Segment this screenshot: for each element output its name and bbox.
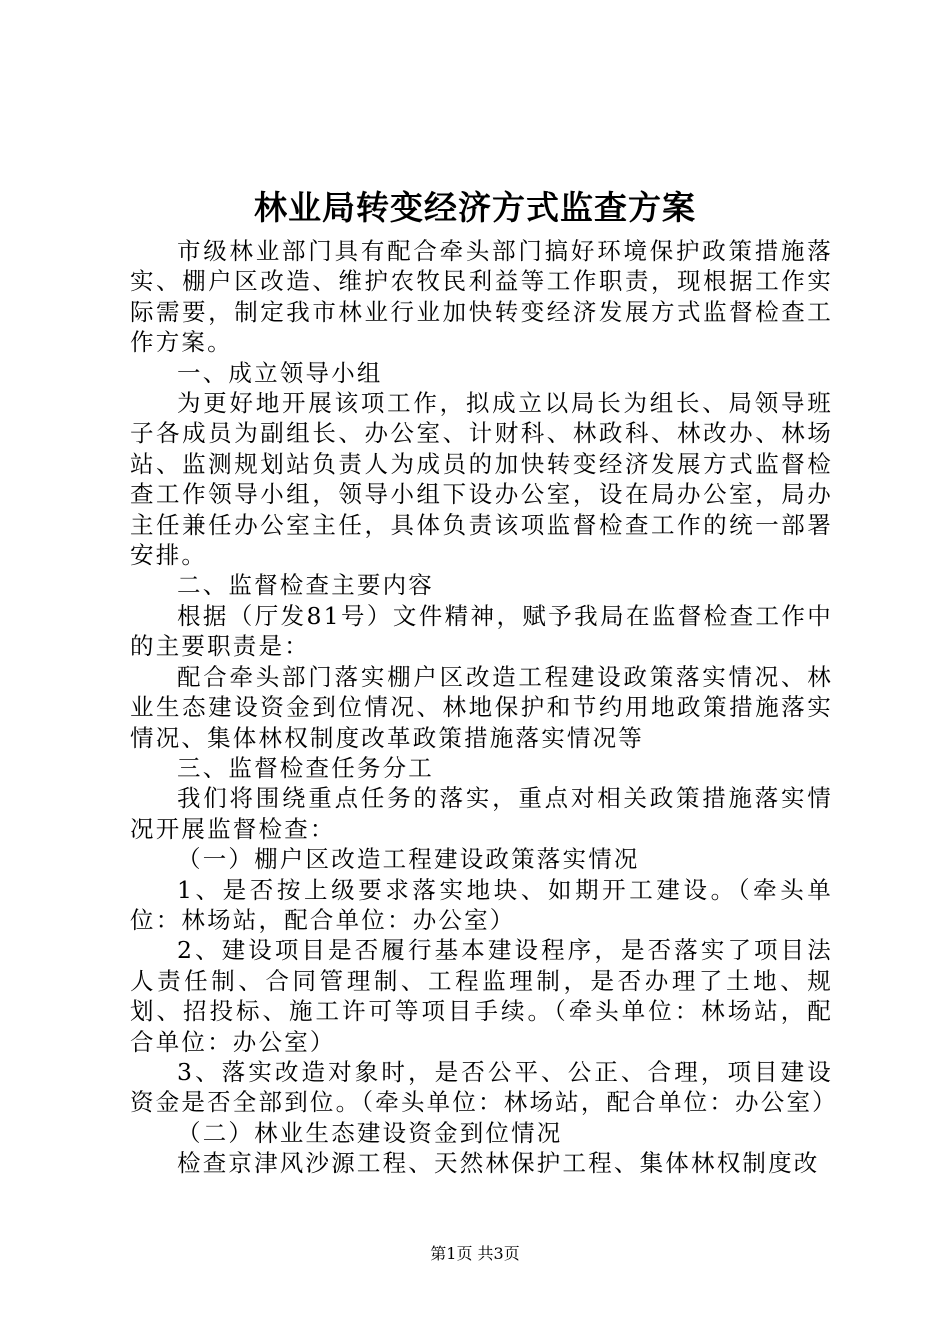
subsection-heading-1: （一）棚户区改造工程建设政策落实情况 [177,845,640,874]
body-paragraph: 根据（厅发81号）文件精神，赋予我局在监督检查工作中的主要职责是： [130,601,833,661]
body-paragraph: 检查京津风沙源工程、天然林保护工程、集体林权制度改 [177,1149,820,1178]
document-body [130,236,838,1179]
body-paragraph: 为更好地开展该项工作，拟成立以局长为组长、局领导班子各成员为副组长、办公室、计财科、林政科、林改办、林场站、监测规划站负责人为成员的加快转变经济发展方式监督检查工作领导小组，领导小组下设办公室，设在局办公室，局办主任兼任办公室主任，具体负责该项监督检查工作的统一部署安排。 [130,389,833,570]
subsection-heading-2: （二）林业生态建设资金到位情况 [177,1118,563,1147]
page-footer: 第1页 共3页 [430,1244,520,1263]
list-item: 3、落实改造对象时，是否公平、公正、合理，项目建设资金是否全部到位。（牵头单位：林场站，配合单位：办公室） [130,1057,838,1117]
section-heading-2: 二、监督检查主要内容 [177,571,434,600]
section-heading-1: 一、成立领导小组 [177,358,383,387]
document-title: 林业局转变经济方式监查方案 [254,188,696,227]
list-item: 1、是否按上级要求落实地块、如期开工建设。（牵头单位：林场站，配合单位：办公室） [130,875,833,934]
list-item: 2、建设项目是否履行基本建设程序，是否落实了项目法人责任制、合同管理制、工程监理制，是否办理了土地、规划、招投标、施工许可等项目手续。（牵头单位：林场站，配合单位：办公室） [130,936,833,1056]
intro-paragraph: 市级林业部门具有配合牵头部门搞好环境保护政策措施落实、棚户区改造、维护农牧民利益等工作职责，现根据工作实际需要，制定我市林业行业加快转变经济发展方式监督检查工作方案。 [130,237,833,357]
body-paragraph: 配合牵头部门落实棚户区改造工程建设政策落实情况、林业生态建设资金到位情况、林地保护和节约用地政策措施落实情况、集体林权制度改革政策措施落实情况等 [130,662,833,752]
section-heading-3: 三、监督检查任务分工 [177,753,434,782]
body-paragraph: 我们将围绕重点任务的落实，重点对相关政策措施落实情况开展监督检查： [130,784,833,843]
